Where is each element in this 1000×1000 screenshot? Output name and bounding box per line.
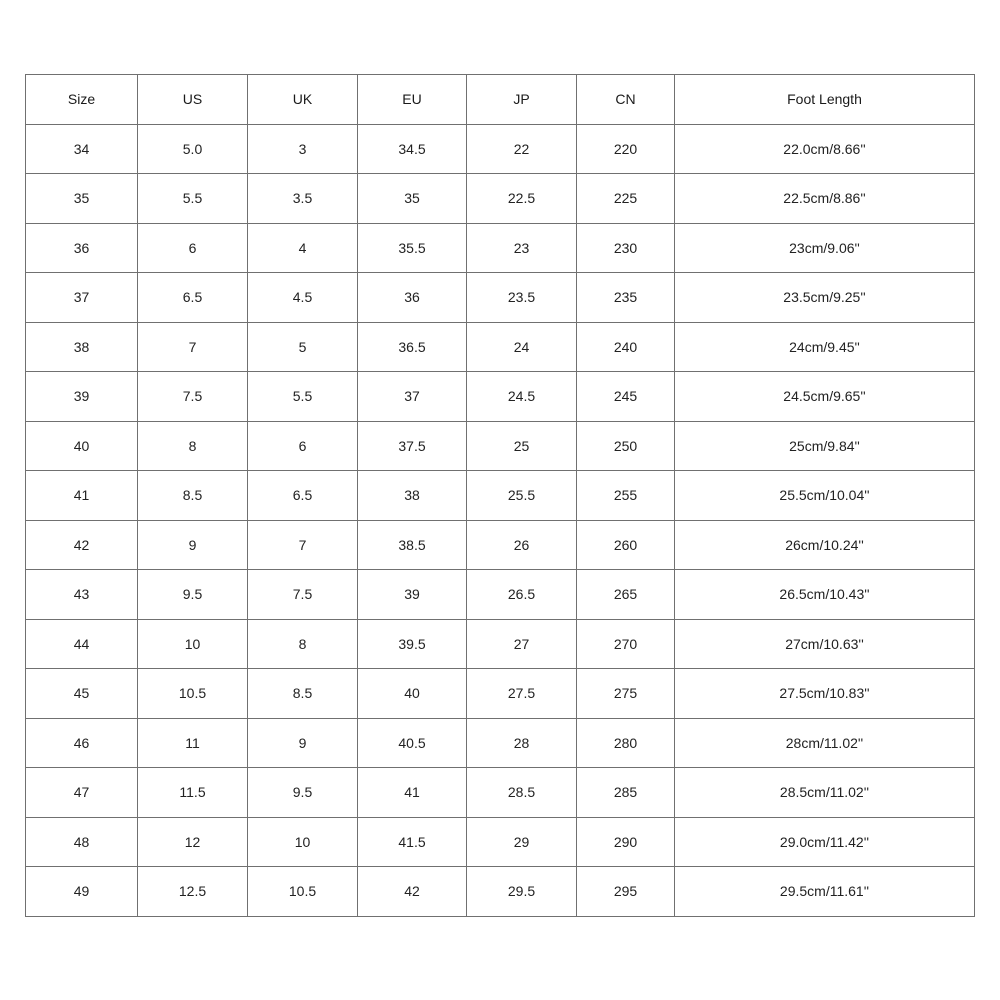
cell-eu: 35 <box>358 174 467 224</box>
cell-size: 36 <box>26 223 138 273</box>
cell-uk: 4 <box>248 223 358 273</box>
cell-cn: 220 <box>577 124 675 174</box>
cell-size: 49 <box>26 867 138 917</box>
cell-uk: 3 <box>248 124 358 174</box>
cell-uk: 6.5 <box>248 471 358 521</box>
cell-foot-length: 27cm/10.63'' <box>675 619 975 669</box>
cell-eu: 38 <box>358 471 467 521</box>
table-header <box>26 75 975 125</box>
cell-size: 35 <box>26 174 138 224</box>
cell-jp: 24.5 <box>467 372 577 422</box>
cell-cn: 255 <box>577 471 675 521</box>
cell-size: 34 <box>26 124 138 174</box>
cell-us: 11 <box>138 718 248 768</box>
cell-foot-length: 29.0cm/11.42'' <box>675 817 975 867</box>
cell-cn: 295 <box>577 867 675 917</box>
cell-jp: 28.5 <box>467 768 577 818</box>
cell-size: 48 <box>26 817 138 867</box>
cell-jp: 24 <box>467 322 577 372</box>
column-header-eu: EU <box>358 75 467 125</box>
table-row <box>26 669 975 719</box>
table-row <box>26 768 975 818</box>
table-row <box>26 372 975 422</box>
cell-jp: 28 <box>467 718 577 768</box>
cell-jp: 25.5 <box>467 471 577 521</box>
cell-eu: 39.5 <box>358 619 467 669</box>
cell-us: 8 <box>138 421 248 471</box>
table-row <box>26 570 975 620</box>
cell-uk: 8 <box>248 619 358 669</box>
cell-size: 37 <box>26 273 138 323</box>
cell-uk: 5 <box>248 322 358 372</box>
cell-us: 8.5 <box>138 471 248 521</box>
table-row <box>26 322 975 372</box>
table-body <box>26 124 975 916</box>
cell-uk: 7 <box>248 520 358 570</box>
cell-uk: 6 <box>248 421 358 471</box>
table-row <box>26 174 975 224</box>
cell-cn: 275 <box>577 669 675 719</box>
cell-foot-length: 28.5cm/11.02'' <box>675 768 975 818</box>
table-row <box>26 471 975 521</box>
column-header-size: Size <box>26 75 138 125</box>
cell-uk: 4.5 <box>248 273 358 323</box>
cell-size: 41 <box>26 471 138 521</box>
cell-eu: 40 <box>358 669 467 719</box>
table-row <box>26 124 975 174</box>
cell-eu: 37 <box>358 372 467 422</box>
cell-eu: 34.5 <box>358 124 467 174</box>
cell-size: 38 <box>26 322 138 372</box>
cell-jp: 23.5 <box>467 273 577 323</box>
cell-eu: 41 <box>358 768 467 818</box>
header-row <box>26 75 975 125</box>
cell-size: 40 <box>26 421 138 471</box>
cell-us: 10.5 <box>138 669 248 719</box>
cell-size: 45 <box>26 669 138 719</box>
cell-jp: 22.5 <box>467 174 577 224</box>
cell-jp: 27 <box>467 619 577 669</box>
cell-foot-length: 22.0cm/8.66'' <box>675 124 975 174</box>
cell-uk: 9 <box>248 718 358 768</box>
cell-us: 5.5 <box>138 174 248 224</box>
cell-uk: 10.5 <box>248 867 358 917</box>
cell-us: 9.5 <box>138 570 248 620</box>
cell-uk: 7.5 <box>248 570 358 620</box>
table-row <box>26 867 975 917</box>
cell-jp: 29.5 <box>467 867 577 917</box>
cell-cn: 225 <box>577 174 675 224</box>
cell-us: 10 <box>138 619 248 669</box>
column-header-uk: UK <box>248 75 358 125</box>
cell-eu: 39 <box>358 570 467 620</box>
column-header-us: US <box>138 75 248 125</box>
table-row <box>26 718 975 768</box>
cell-size: 46 <box>26 718 138 768</box>
size-chart-table <box>25 74 975 917</box>
cell-cn: 270 <box>577 619 675 669</box>
cell-size: 39 <box>26 372 138 422</box>
cell-size: 43 <box>26 570 138 620</box>
cell-foot-length: 28cm/11.02'' <box>675 718 975 768</box>
cell-cn: 265 <box>577 570 675 620</box>
cell-uk: 8.5 <box>248 669 358 719</box>
cell-foot-length: 22.5cm/8.86'' <box>675 174 975 224</box>
table-row <box>26 520 975 570</box>
table-row <box>26 817 975 867</box>
cell-us: 7.5 <box>138 372 248 422</box>
cell-eu: 41.5 <box>358 817 467 867</box>
column-header-foot-length: Foot Length <box>675 75 975 125</box>
cell-foot-length: 25cm/9.84'' <box>675 421 975 471</box>
cell-uk: 10 <box>248 817 358 867</box>
cell-us: 7 <box>138 322 248 372</box>
cell-eu: 36.5 <box>358 322 467 372</box>
cell-foot-length: 24cm/9.45'' <box>675 322 975 372</box>
cell-us: 6 <box>138 223 248 273</box>
cell-eu: 38.5 <box>358 520 467 570</box>
cell-cn: 290 <box>577 817 675 867</box>
cell-foot-length: 26.5cm/10.43'' <box>675 570 975 620</box>
cell-cn: 230 <box>577 223 675 273</box>
cell-jp: 26 <box>467 520 577 570</box>
cell-cn: 245 <box>577 372 675 422</box>
cell-us: 5.0 <box>138 124 248 174</box>
cell-eu: 40.5 <box>358 718 467 768</box>
cell-us: 12.5 <box>138 867 248 917</box>
cell-foot-length: 23cm/9.06'' <box>675 223 975 273</box>
cell-foot-length: 24.5cm/9.65'' <box>675 372 975 422</box>
column-header-jp: JP <box>467 75 577 125</box>
cell-jp: 26.5 <box>467 570 577 620</box>
cell-cn: 260 <box>577 520 675 570</box>
cell-foot-length: 27.5cm/10.83'' <box>675 669 975 719</box>
cell-eu: 42 <box>358 867 467 917</box>
cell-size: 47 <box>26 768 138 818</box>
cell-foot-length: 25.5cm/10.04'' <box>675 471 975 521</box>
cell-size: 44 <box>26 619 138 669</box>
cell-uk: 3.5 <box>248 174 358 224</box>
cell-cn: 235 <box>577 273 675 323</box>
cell-size: 42 <box>26 520 138 570</box>
cell-jp: 25 <box>467 421 577 471</box>
cell-eu: 36 <box>358 273 467 323</box>
cell-jp: 22 <box>467 124 577 174</box>
table-row <box>26 223 975 273</box>
cell-us: 6.5 <box>138 273 248 323</box>
cell-foot-length: 26cm/10.24'' <box>675 520 975 570</box>
cell-jp: 23 <box>467 223 577 273</box>
cell-jp: 29 <box>467 817 577 867</box>
cell-foot-length: 23.5cm/9.25'' <box>675 273 975 323</box>
cell-uk: 5.5 <box>248 372 358 422</box>
cell-uk: 9.5 <box>248 768 358 818</box>
cell-foot-length: 29.5cm/11.61'' <box>675 867 975 917</box>
cell-cn: 240 <box>577 322 675 372</box>
table-row <box>26 619 975 669</box>
cell-cn: 280 <box>577 718 675 768</box>
column-header-cn: CN <box>577 75 675 125</box>
cell-eu: 37.5 <box>358 421 467 471</box>
cell-jp: 27.5 <box>467 669 577 719</box>
cell-cn: 285 <box>577 768 675 818</box>
cell-us: 12 <box>138 817 248 867</box>
cell-us: 9 <box>138 520 248 570</box>
cell-cn: 250 <box>577 421 675 471</box>
table-row <box>26 421 975 471</box>
cell-eu: 35.5 <box>358 223 467 273</box>
cell-us: 11.5 <box>138 768 248 818</box>
table-row <box>26 273 975 323</box>
